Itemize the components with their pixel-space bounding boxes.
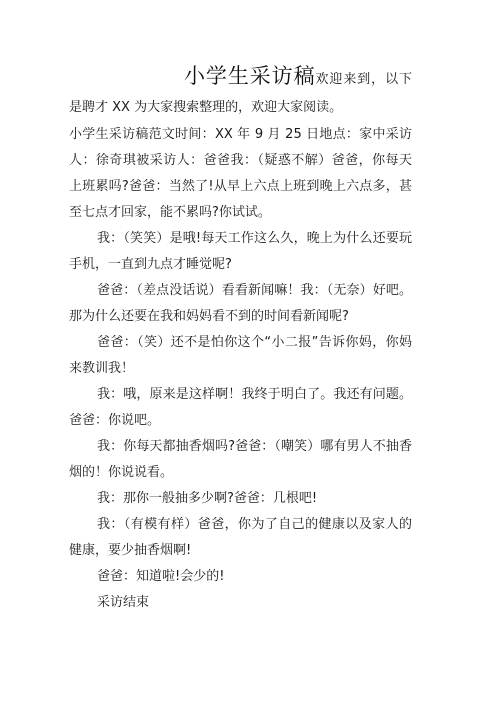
document-page [69,62,412,616]
body-paragraph-3: 爸爸：（差点没话说）看看新闻嘛！我：（无奈）好吧。那为什么还要在我和妈妈看不到的时间看新闻呢? [69,283,412,324]
body-paragraph-2: 我：（笑笑）是哦!每天工作这么久，晚上为什么还要玩手机，一直到九点才睡觉呢? [69,231,412,272]
body-paragraph-1: 小学生采访稿范文时间：XX 年 9 月 25 日地点：家中采访人：徐奇琪被采访人：爸爸我：（疑惑不解）爸爸，你每天上班累吗?爸爸：当然了!从早上六点上班到晚上六点多，甚至七点才回家，能不累吗?你试试。 [69,127,412,220]
document-title: 小学生采访稿 [184,64,316,88]
body-paragraph-7: 我：那你一般抽多少啊?爸爸：几根吧! [97,491,318,506]
body-paragraph-4: 爸爸：（笑）还不是怕你这个“小二报”告诉你妈，你妈来教训我！ [69,335,412,376]
body-paragraph-10: 采访结束 [97,595,150,610]
body-paragraph-8: 我：（有模有样）爸爸，你为了自己的健康以及家人的健康，要少抽香烟啊! [69,517,412,558]
intro-paragraph [69,62,412,122]
body-paragraph-6: 我：你每天都抽香烟吗?爸爸：（嘲笑）哪有男人不抽香烟的！你说说看。 [69,439,412,480]
body-paragraph-9: 爸爸：知道啦!会少的! [97,569,225,584]
intro-text: 欢迎来到，以下是聘才 XX 为大家搜索整理的，欢迎大家阅读。 [69,72,412,115]
body-paragraph-5: 我：哦，原来是这样啊！我终于明白了。我还有问题。爸爸：你说吧。 [69,387,412,428]
